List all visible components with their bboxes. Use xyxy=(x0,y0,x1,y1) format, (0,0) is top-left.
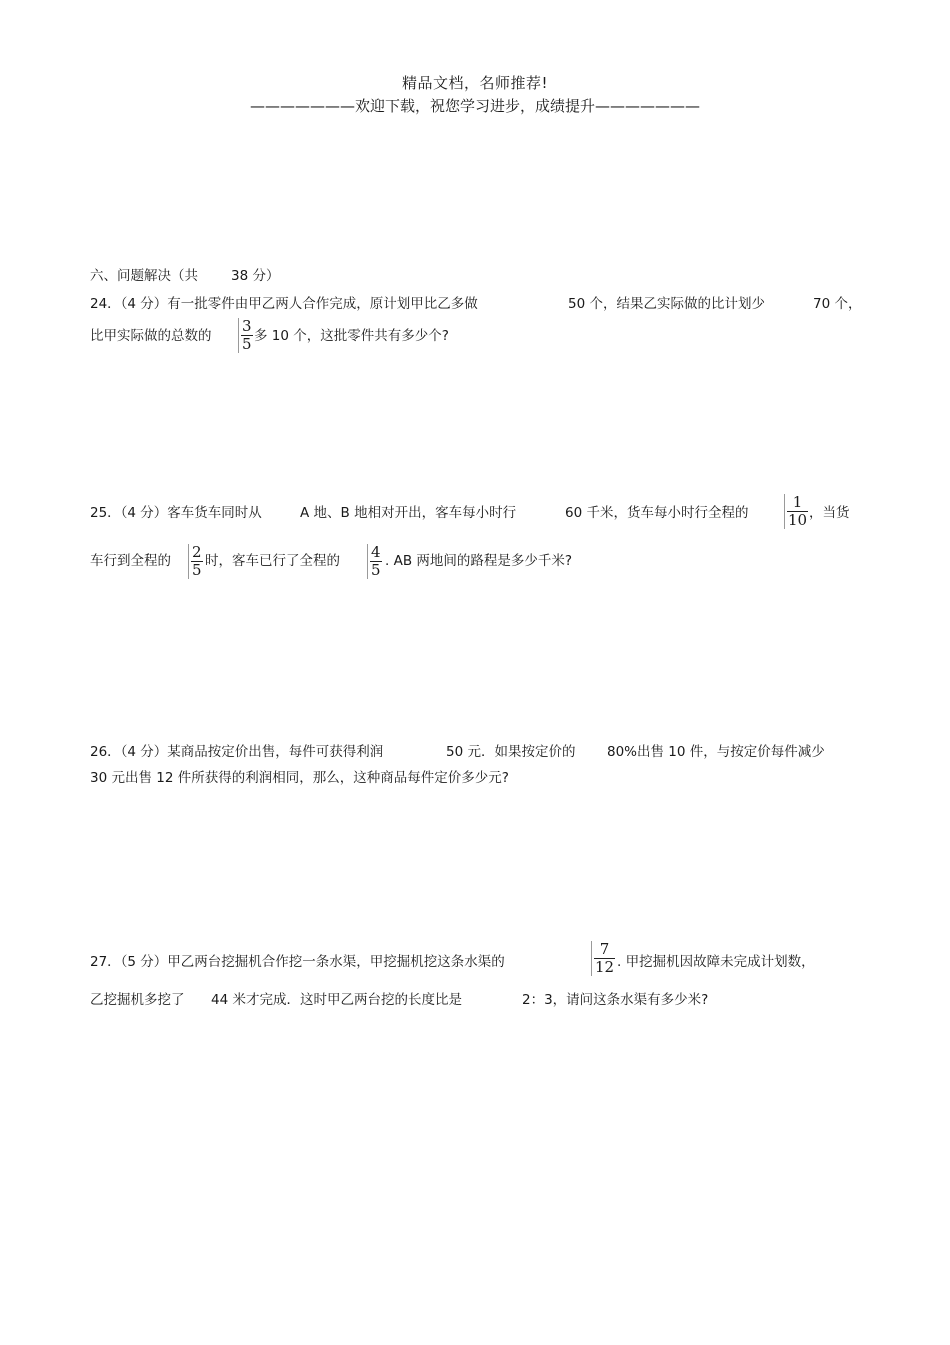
header-subtitle: ———————欢迎下载，祝您学习进步，成绩提升——————— xyxy=(249,97,700,115)
q26-text-c: 80%出售 10 件，与按定价每件减少 xyxy=(607,744,825,760)
q25-text-g: . AB 两地间的路程是多少千米? xyxy=(385,553,573,569)
q26-text-b: 50 元．如果按定价的 xyxy=(446,744,576,760)
fraction-numerator: 7 xyxy=(599,940,610,958)
q27-text-e: 2：3，请问这条水渠有多少米? xyxy=(522,992,709,1008)
q25-text-a: 25．（4 分）客车货车同时从 xyxy=(90,505,262,521)
q27-text-a: 27．（5 分）甲乙两台挖掘机合作挖一条水渠，甲挖掘机挖这条水渠的 xyxy=(90,954,505,970)
q25-text-c: 60 千米，货车每小时行全程的 xyxy=(565,505,749,521)
q27-fraction xyxy=(591,941,617,976)
section-title-score: 38 分） xyxy=(231,268,280,284)
header-title: 精品文档，名师推荐! xyxy=(401,74,548,92)
q25-fraction-2 xyxy=(188,544,205,579)
fraction-numerator: 1 xyxy=(792,493,803,511)
section-title-text: 六、问题解决（共 xyxy=(90,268,198,284)
fraction-numerator: 3 xyxy=(242,317,252,335)
q24-text-b: 50 个，结果乙实际做的比计划少 xyxy=(568,296,765,312)
q24-fraction xyxy=(238,318,255,353)
fraction-numerator: 2 xyxy=(192,543,202,561)
q24-text-e: 多 10 个，这批零件共有多少个? xyxy=(254,328,449,344)
q24-text-d: 比甲实际做的总数的 xyxy=(90,328,212,344)
q26-text-a: 26．（4 分）某商品按定价出售，每件可获得利润 xyxy=(90,744,384,760)
q25-fraction-1 xyxy=(784,494,810,529)
q25-text-b: A 地、B 地相对开出，客车每小时行 xyxy=(300,505,517,521)
q25-text-f: 时，客车已行了全程的 xyxy=(205,553,340,569)
q25-text-e: 车行到全程的 xyxy=(90,553,171,569)
q24-text-a: 24．（4 分）有一批零件由甲乙两人合作完成，原计划甲比乙多做 xyxy=(90,296,478,312)
q27-text-c: 乙挖掘机多挖了 xyxy=(90,992,185,1008)
q24-text-c: 70 个， xyxy=(813,296,862,312)
fraction-denominator: 5 xyxy=(242,335,252,353)
fraction-denominator: 5 xyxy=(371,561,381,579)
fraction-denominator: 12 xyxy=(595,958,615,976)
fraction-numerator: 4 xyxy=(371,543,381,561)
q26-text-d: 30 元出售 12 件所获得的利润相同，那么，这种商品每件定价多少元? xyxy=(90,770,509,786)
fraction-denominator: 5 xyxy=(192,561,202,579)
fraction-denominator: 10 xyxy=(788,511,808,529)
q25-text-d: ，当货 xyxy=(809,505,850,521)
q27-text-b: . 甲挖掘机因故障未完成计划数， xyxy=(617,954,815,970)
q27-text-d: 44 米才完成．这时甲乙两台挖的长度比是 xyxy=(211,992,462,1008)
q25-fraction-3 xyxy=(367,544,384,579)
